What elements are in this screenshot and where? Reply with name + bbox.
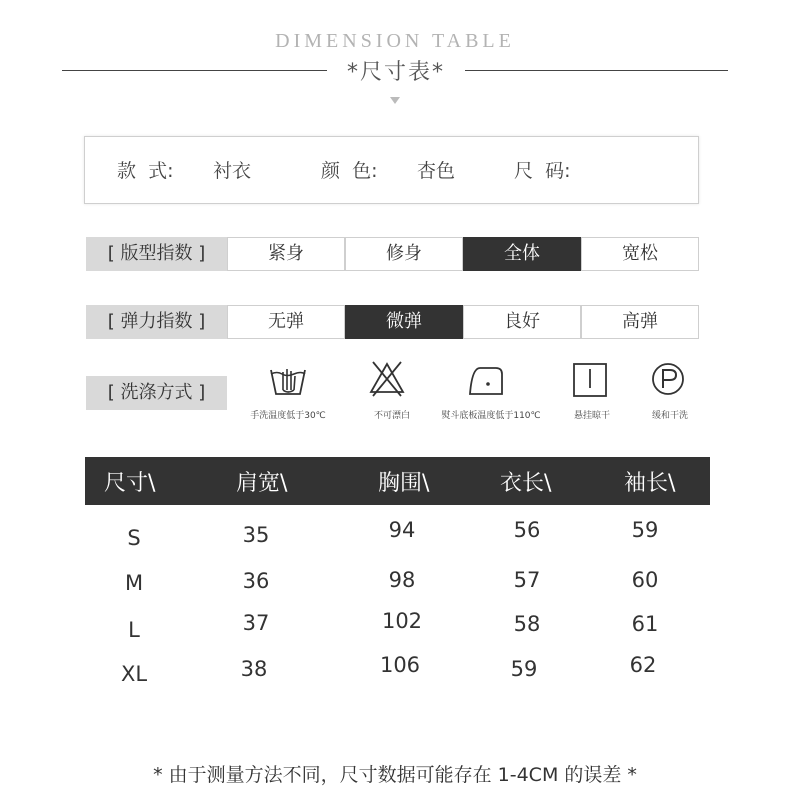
dry-clean-p-icon bbox=[648, 360, 688, 400]
table-cell-size: M bbox=[124, 571, 144, 595]
measurement-footnote: * 由于测量方法不同，尺寸数据可能存在 1-4CM 的误差 * bbox=[153, 764, 637, 786]
table-cell-chest: 102 bbox=[381, 609, 423, 633]
color-label: 颜 色: bbox=[321, 160, 378, 182]
table-cell-size: S bbox=[127, 526, 141, 550]
title-chinese: *尺寸表* bbox=[346, 60, 445, 85]
header-chest: 胸围\ bbox=[378, 471, 430, 496]
care-text-dry-clean: 缓和干洗 bbox=[651, 411, 688, 421]
header-length: 衣长\ bbox=[500, 471, 552, 496]
table-cell-length: 57 bbox=[513, 568, 541, 592]
elastic-option-good: 良好 bbox=[463, 305, 581, 339]
care-label: [ 洗涤方式 ] bbox=[86, 376, 227, 410]
table-cell-size: XL bbox=[120, 662, 148, 686]
care-text-no-bleach: 不可漂白 bbox=[373, 411, 410, 421]
hand-wash-icon bbox=[268, 360, 308, 400]
product-info-box bbox=[84, 136, 699, 204]
no-bleach-icon bbox=[367, 358, 407, 398]
table-cell-sleeve: 60 bbox=[631, 568, 659, 592]
size-label: 尺 码: bbox=[514, 160, 571, 182]
elastic-option-high: 高弹 bbox=[581, 305, 699, 339]
fit-index-label: [ 版型指数 ] bbox=[86, 237, 227, 271]
table-cell-chest: 94 bbox=[388, 518, 416, 542]
fit-option-loose: 宽松 bbox=[581, 237, 699, 271]
caret-down-icon bbox=[390, 97, 400, 104]
color-value: 杏色 bbox=[417, 160, 456, 182]
header-shoulder: 肩宽\ bbox=[236, 471, 288, 496]
table-cell-shoulder: 35 bbox=[242, 523, 270, 547]
table-cell-length: 56 bbox=[513, 518, 541, 542]
table-cell-length: 58 bbox=[513, 612, 541, 636]
fit-option-slim: 修身 bbox=[345, 237, 463, 271]
header-size: 尺寸\ bbox=[104, 471, 156, 496]
table-cell-chest: 106 bbox=[379, 653, 421, 677]
table-cell-shoulder: 36 bbox=[242, 569, 270, 593]
table-cell-size: L bbox=[128, 618, 140, 642]
table-cell-chest: 98 bbox=[388, 568, 416, 592]
fit-option-regular-selected: 全体 bbox=[463, 237, 581, 271]
table-cell-shoulder: 37 bbox=[242, 611, 270, 635]
title-rule-left bbox=[62, 70, 327, 71]
header-sleeve: 袖长\ bbox=[624, 471, 676, 496]
elastic-index-label: [ 弹力指数 ] bbox=[86, 305, 227, 339]
table-cell-length: 59 bbox=[510, 657, 538, 681]
care-text-hang-dry: 悬挂晾干 bbox=[573, 411, 610, 421]
style-label: 款 式: bbox=[117, 160, 174, 182]
title-english: DIMENSION TABLE bbox=[275, 30, 515, 52]
table-cell-sleeve: 59 bbox=[631, 518, 659, 542]
style-value: 衬衣 bbox=[213, 160, 252, 182]
table-cell-sleeve: 62 bbox=[629, 653, 657, 677]
table-cell-sleeve: 61 bbox=[631, 612, 659, 636]
fit-option-tight: 紧身 bbox=[227, 237, 345, 271]
care-text-iron: 熨斗底板温度低于110℃ bbox=[441, 411, 541, 421]
care-text-hand-wash: 手洗温度低于30℃ bbox=[250, 411, 326, 421]
hang-dry-icon bbox=[570, 360, 610, 400]
table-cell-shoulder: 38 bbox=[240, 657, 268, 681]
elastic-option-slight-selected: 微弹 bbox=[345, 305, 463, 339]
title-rule-right bbox=[465, 70, 728, 71]
iron-icon bbox=[466, 360, 506, 400]
elastic-option-none: 无弹 bbox=[227, 305, 345, 339]
